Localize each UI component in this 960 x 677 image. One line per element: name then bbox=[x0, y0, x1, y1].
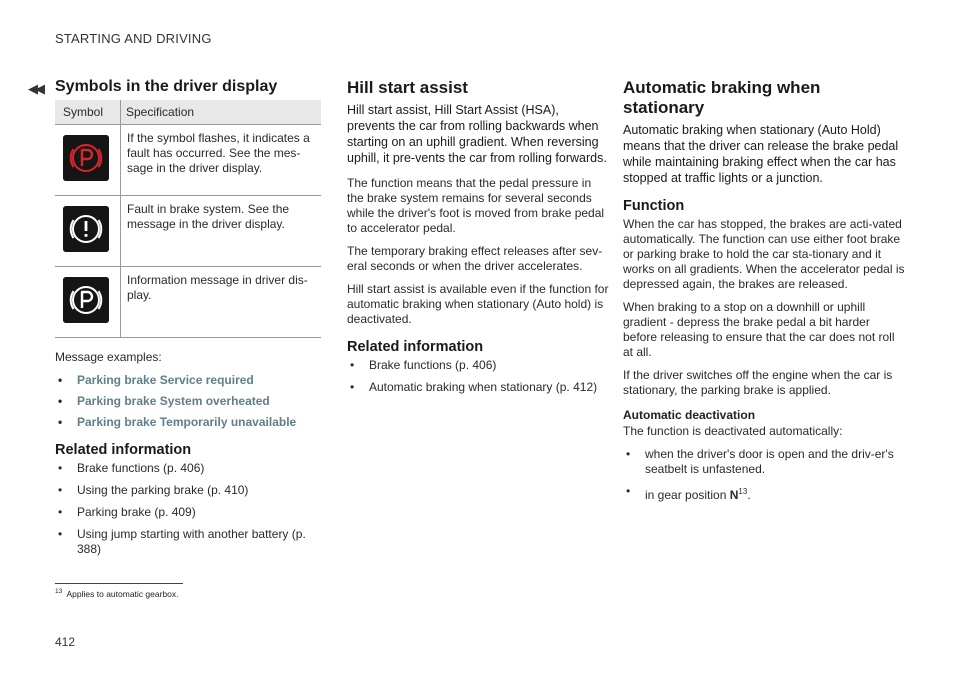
parking-brake-red-icon bbox=[63, 135, 109, 181]
gear-suffix: . bbox=[747, 488, 751, 502]
related-list bbox=[347, 358, 609, 395]
page-number: 412 bbox=[55, 635, 76, 649]
related-title: Related information bbox=[55, 442, 192, 458]
footnote-divider bbox=[55, 583, 183, 584]
paragraph: If the driver switches off the engine when the car is stationary, the parking brake is applied. bbox=[623, 368, 893, 397]
hill-start-lead: Hill start assist, Hill Start Assist (HSA), prevents the car from rolling backwards when starting on an uphill gradient. When reversing uphill, it pre-vents the car from rolling forwards. bbox=[347, 103, 607, 165]
column-auto-hold bbox=[623, 78, 905, 510]
message-list bbox=[55, 373, 321, 430]
footnote bbox=[55, 588, 178, 599]
table-cell-spec: If the symbol flashes, it indicates a fault has occurred. See the mes-sage in the driver display. bbox=[121, 125, 322, 196]
table-cell-spec: Fault in brake system. See the message in the driver display. bbox=[121, 196, 322, 267]
table-row bbox=[55, 196, 321, 267]
hill-start-title: Hill start assist bbox=[347, 78, 468, 97]
gear-letter: N bbox=[729, 488, 739, 502]
deactivation-title: Automatic deactivation bbox=[623, 408, 756, 422]
message-item[interactable]: • Parking brake Service required bbox=[55, 373, 321, 388]
related-link[interactable]: • Using jump starting with another battery (p. 388) bbox=[55, 527, 321, 557]
paragraph: When braking to a stop on a downhill or uphill gradient - depress the brake pedal a bit harder before releasing to ensure that the car does not roll at all. bbox=[623, 300, 895, 359]
related-link[interactable]: • Automatic braking when stationary (p. 412) bbox=[347, 380, 609, 395]
message-item[interactable]: • Parking brake Temporarily unavailable bbox=[55, 415, 321, 430]
gear-prefix: in gear position bbox=[645, 488, 730, 502]
exclamation-warning-icon bbox=[63, 206, 109, 252]
auto-hold-lead: Automatic braking when stationary (Auto Hold) means that the driver can release the brake pedal while maintaining braking effect when the car has stopped at traffic lights or a junction. bbox=[623, 123, 899, 185]
column-hill-start bbox=[347, 78, 609, 402]
auto-hold-title: Automatic braking when stationary bbox=[623, 78, 821, 117]
parking-brake-white-icon bbox=[63, 277, 109, 323]
related-link[interactable]: • Parking brake (p. 409) bbox=[55, 505, 321, 520]
paragraph: Hill start assist is available even if the function for automatic braking when stationary (Auto hold) is deactivated. bbox=[347, 282, 609, 326]
related-link[interactable]: • Using the parking brake (p. 410) bbox=[55, 483, 321, 498]
footnote-text: Applies to automatic gearbox. bbox=[66, 588, 179, 599]
back-arrows-icon[interactable]: ◀◀ bbox=[28, 81, 42, 96]
deactivation-item-gear bbox=[623, 484, 905, 503]
deactivation-intro: The function is deactivated automatically: bbox=[623, 424, 843, 438]
table-header-specification: Specification bbox=[121, 100, 322, 125]
table-cell-spec: Information message in driver dis-play. bbox=[121, 267, 322, 338]
table-row bbox=[55, 125, 321, 196]
footnote-ref[interactable]: 13 bbox=[738, 487, 748, 496]
section-header: STARTING AND DRIVING bbox=[55, 31, 212, 46]
deactivation-list bbox=[623, 447, 905, 503]
related-title: Related information bbox=[347, 339, 484, 355]
related-link[interactable]: • Brake functions (p. 406) bbox=[347, 358, 609, 373]
deactivation-item: • when the driver's door is open and the driv-er's seatbelt is unfastened. bbox=[623, 447, 905, 477]
footnote-number: 13 bbox=[55, 588, 63, 595]
paragraph: The function means that the pedal pressure in the brake system remains for several seconds while the driver's foot is moved from brake pedal to accelerator pedal. bbox=[347, 176, 605, 235]
related-list bbox=[55, 461, 321, 557]
symbols-table bbox=[55, 100, 321, 338]
paragraph: The temporary braking effect releases after sev-eral seconds or when the driver accelerates. bbox=[347, 244, 603, 273]
message-item[interactable]: • Parking brake System overheated bbox=[55, 394, 321, 409]
function-title: Function bbox=[623, 198, 685, 214]
symbols-title: Symbols in the driver display bbox=[55, 78, 278, 95]
related-link[interactable]: • Brake functions (p. 406) bbox=[55, 461, 321, 476]
table-header-symbol: Symbol bbox=[55, 100, 121, 125]
paragraph: When the car has stopped, the brakes are acti-vated automatically. The function can use either foot brake or parking brake to hold the car sta-tionary and it works on all gradients. When the accelerator pedal is depressed again, the brakes are released. bbox=[623, 217, 905, 291]
messages-label: Message examples: bbox=[55, 350, 162, 364]
table-row bbox=[55, 267, 321, 338]
column-symbols bbox=[55, 78, 321, 564]
